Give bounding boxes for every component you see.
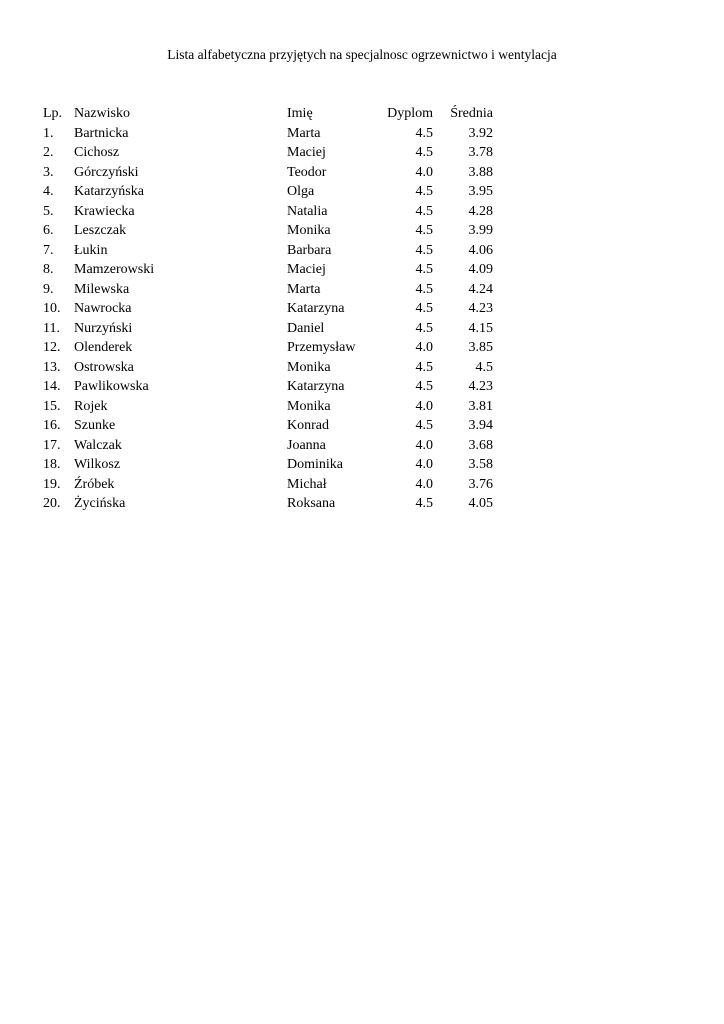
cell-lp: 12.: [43, 340, 61, 355]
cell-average: 3.85: [468, 340, 493, 355]
cell-firstname: Konrad: [287, 418, 329, 433]
cell-lp: 9.: [43, 281, 54, 297]
cell-lp: 4.: [43, 184, 54, 199]
cell-firstname: Teodor: [287, 164, 327, 180]
cell-surname: Nurzyński: [74, 320, 133, 336]
cell-firstname: Roksana: [287, 496, 336, 511]
cell-average: 3.58: [468, 457, 493, 472]
table-row: [0, 260, 724, 280]
admissions-table: [0, 104, 724, 514]
cell-surname: Nawrocka: [74, 301, 132, 316]
table-body: [0, 124, 724, 514]
header-lp: Lp.: [43, 106, 63, 121]
table-row: [0, 202, 724, 222]
cell-diploma: 4.5: [415, 301, 433, 316]
cell-firstname: Dominika: [287, 457, 343, 472]
cell-lp: 5.: [43, 203, 54, 219]
cell-lp: 20.: [43, 496, 61, 511]
cell-surname: Katarzyńska: [74, 184, 144, 199]
cell-surname: Życińska: [74, 496, 126, 511]
table-row: [0, 358, 724, 378]
cell-average: 3.76: [468, 476, 493, 492]
cell-average: 4.05: [468, 496, 493, 511]
cell-surname: Krawiecka: [74, 203, 135, 219]
cell-diploma: 4.0: [415, 164, 433, 180]
cell-surname: Leszczak: [74, 223, 127, 238]
cell-average: 4.5: [475, 359, 493, 375]
table-row: [0, 494, 724, 514]
cell-lp: 19.: [43, 476, 61, 492]
cell-firstname: Barbara: [287, 242, 332, 258]
cell-diploma: 4.5: [415, 418, 433, 433]
table-row: [0, 377, 724, 397]
cell-surname: Milewska: [74, 281, 130, 297]
table-row: [0, 163, 724, 183]
cell-diploma: 4.5: [415, 145, 433, 160]
table-row: [0, 397, 724, 417]
cell-firstname: Marta: [287, 281, 321, 297]
cell-average: 3.88: [468, 164, 493, 180]
cell-average: 4.15: [468, 320, 493, 336]
cell-firstname: Joanna: [287, 437, 326, 453]
cell-diploma: 4.5: [415, 496, 433, 511]
cell-average: 3.92: [468, 125, 493, 141]
cell-firstname: Marta: [287, 125, 321, 141]
cell-diploma: 4.0: [415, 457, 433, 472]
cell-surname: Górczyński: [74, 164, 139, 180]
cell-surname: Pawlikowska: [74, 379, 149, 394]
table-row: [0, 241, 724, 261]
cell-firstname: Natalia: [287, 203, 328, 219]
cell-average: 3.99: [468, 223, 493, 238]
cell-lp: 6.: [43, 223, 54, 238]
cell-diploma: 4.5: [415, 281, 433, 297]
cell-lp: 16.: [43, 418, 61, 433]
cell-lp: 18.: [43, 457, 61, 472]
table-row: [0, 221, 724, 241]
cell-diploma: 4.5: [415, 359, 433, 375]
document-title: Lista alfabetyczna przyjętych na specjalnosc ogrzewnictwo i wentylacja: [167, 47, 557, 62]
cell-diploma: 4.0: [415, 437, 433, 453]
cell-surname: Źróbek: [74, 476, 115, 492]
cell-diploma: 4.5: [415, 242, 433, 258]
cell-surname: Rojek: [74, 398, 108, 414]
cell-firstname: Monika: [287, 398, 331, 414]
header-firstname: Imię: [287, 106, 313, 121]
cell-surname: Bartnicka: [74, 125, 129, 141]
cell-firstname: Monika: [287, 223, 331, 238]
cell-firstname: Michał: [287, 476, 327, 492]
table-row: [0, 124, 724, 144]
cell-firstname: Katarzyna: [287, 379, 345, 394]
cell-average: 4.23: [468, 379, 493, 394]
cell-lp: 2.: [43, 145, 54, 160]
cell-average: 3.68: [468, 437, 493, 453]
table-row: [0, 455, 724, 475]
cell-lp: 13.: [43, 359, 61, 375]
cell-average: 4.24: [468, 281, 493, 297]
cell-average: 3.78: [468, 145, 493, 160]
cell-diploma: 4.0: [415, 340, 433, 355]
table-row: [0, 299, 724, 319]
cell-diploma: 4.5: [415, 262, 433, 277]
cell-surname: Łukin: [74, 242, 108, 258]
cell-firstname: Olga: [287, 184, 315, 199]
header-surname: Nazwisko: [74, 106, 130, 121]
table-row: [0, 436, 724, 456]
cell-firstname: Monika: [287, 359, 331, 375]
table-row: [0, 280, 724, 300]
cell-diploma: 4.0: [415, 476, 433, 492]
cell-surname: Walczak: [74, 437, 122, 453]
cell-lp: 3.: [43, 164, 54, 180]
cell-average: 4.28: [468, 203, 493, 219]
cell-surname: Ostrowska: [74, 359, 134, 375]
cell-lp: 17.: [43, 437, 61, 453]
cell-lp: 7.: [43, 242, 54, 258]
cell-average: 3.94: [468, 418, 493, 433]
cell-average: 3.95: [468, 184, 493, 199]
cell-diploma: 4.5: [415, 223, 433, 238]
header-average: Średnia: [450, 106, 493, 121]
cell-firstname: Maciej: [287, 262, 326, 277]
cell-surname: Cichosz: [74, 145, 120, 160]
cell-lp: 1.: [43, 125, 54, 141]
cell-surname: Szunke: [74, 418, 116, 433]
table-header-row: [0, 104, 724, 124]
cell-average: 3.81: [468, 398, 493, 414]
cell-average: 4.09: [468, 262, 493, 277]
table-row: [0, 475, 724, 495]
table-row: [0, 143, 724, 163]
cell-diploma: 4.5: [415, 379, 433, 394]
cell-surname: Olenderek: [74, 340, 133, 355]
cell-average: 4.06: [468, 242, 493, 258]
table-row: [0, 182, 724, 202]
table-row: [0, 338, 724, 358]
cell-lp: 8.: [43, 262, 54, 277]
cell-firstname: Katarzyna: [287, 301, 345, 316]
cell-lp: 15.: [43, 398, 61, 414]
cell-diploma: 4.5: [415, 184, 433, 199]
cell-lp: 14.: [43, 379, 61, 394]
cell-lp: 11.: [43, 320, 60, 336]
table-row: [0, 416, 724, 436]
table-row: [0, 319, 724, 339]
header-diploma: Dyplom: [387, 106, 433, 121]
cell-diploma: 4.5: [415, 125, 433, 141]
cell-firstname: Daniel: [287, 320, 325, 336]
cell-surname: Wilkosz: [74, 457, 121, 472]
cell-diploma: 4.5: [415, 320, 433, 336]
cell-surname: Mamzerowski: [74, 262, 155, 277]
cell-diploma: 4.5: [415, 203, 433, 219]
cell-diploma: 4.0: [415, 398, 433, 414]
cell-firstname: Przemysław: [287, 340, 356, 355]
cell-firstname: Maciej: [287, 145, 326, 160]
cell-lp: 10.: [43, 301, 61, 316]
cell-average: 4.23: [468, 301, 493, 316]
